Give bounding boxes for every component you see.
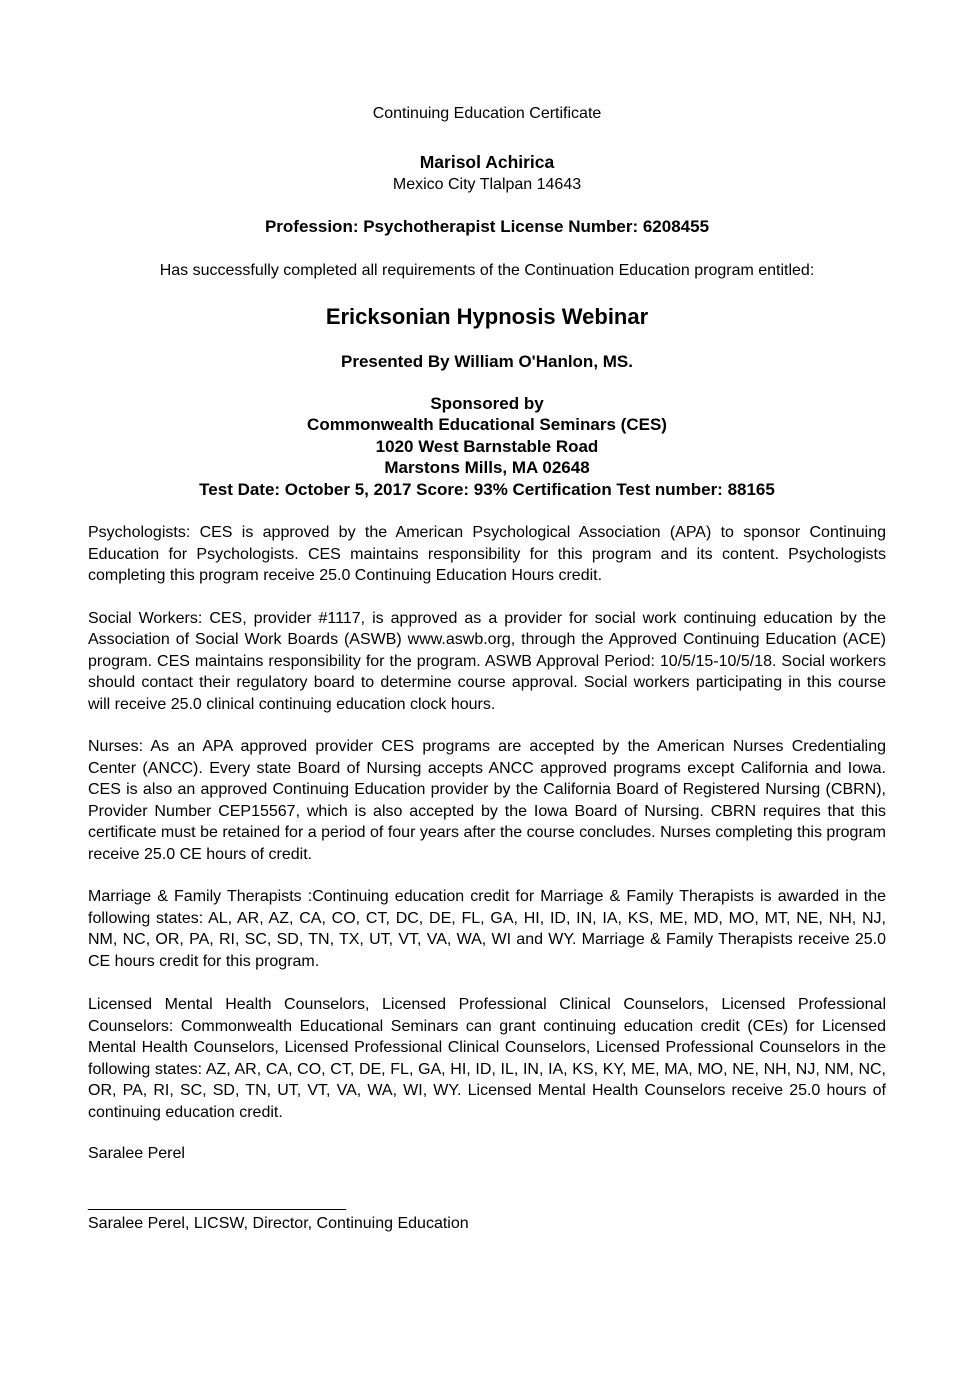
sponsor-address-line1: 1020 West Barnstable Road xyxy=(375,436,599,456)
paragraph-marriage-family-therapists: Marriage & Family Therapists :Continuing education credit for Marriage & Family Therapists is awarded in the following states: AL, AR, AZ, CA, CO, CT, DC, DE, FL, GA, HI, ID, IN, IA, KS, ME, MD, MO, MT, NE, NH, NJ, NM, NC, OR, PA, RI, SC, SD, TN, TX, UT, VT, VA, WA, WI and WY. Marriage & Family Therapists receive 25.0 CE hours credit for this program. xyxy=(88,888,886,970)
signature-line: _____________________________ xyxy=(88,1193,347,1211)
sponsor-address-line2: Marstons Mills, MA 02648 xyxy=(384,458,590,477)
paragraph-psychologists: Psychologists: CES is approved by the American Psychological Association (APA) to sponsor Continuing Education for Psychologists. CES maintains responsibility for this program and its content. Psychologists completing this program receive 25.0 Continuing Education Hours credit. xyxy=(88,524,886,584)
recipient-location: Mexico City Tlalpan 14643 xyxy=(392,175,582,193)
paragraph-social-workers: Social Workers: CES, provider #1117, is approved as a provider for social work continuing education by the Association of Social Work Boards (ASWB) www.aswb.org, through the Approved Continuing Education (ACE) program. CES maintains responsibility for the program. ASWB Approval Period: 10/5/15-10/5/18. Social workers should contact their regulatory board to determine course approval. Social workers participating in this course will receive 25.0 clinical continuing education clock hours. xyxy=(88,609,886,713)
profession-line: Profession: Psychotherapist License Number: 6208455 xyxy=(264,217,710,236)
paragraph-nurses: Nurses: As an APA approved provider CES programs are accepted by the American Nurses Credentialing Center (ANCC). Every state Board of Nursing accepts ANCC approved programs except California and Iowa. CES is also an approved Continuing Education provider by the California Board of Registered Nursing (CBRN), Provider Number CEP15567, which is also accepted by the Iowa Board of Nursing. CBRN requires that this certificate must be retained for a period of four years after the course concludes. Nurses completing this program receive 25.0 CE hours of credit. xyxy=(88,738,886,863)
sponsor-organization: Commonwealth Educational Seminars (CES) xyxy=(307,415,667,434)
doc-title: Continuing Education Certificate xyxy=(372,105,602,122)
sponsor-block xyxy=(88,393,886,501)
paragraph-counselors: Licensed Mental Health Counselors, Licensed Professional Clinical Counselors, Licensed Professional Counselors: Commonwealth Educational Seminars can grant continuing education credit (CEs) for Licensed Mental Health Counselors, Licensed Professional Clinical Counselors, Licensed Professional Counselors in the following states: AZ, AR, CA, CO, CT, DE, FL, GA, HI, ID, IL, IN, IA, KS, KY, ME, MA, MO, NE, NH, NJ, NM, NC, OR, PA, RI, SC, SD, TN, UT, VT, VA, WA, WI, WY. Licensed Mental Health Counselors receive 25.0 hours of continuing education credit. xyxy=(88,996,886,1121)
completion-statement: Has successfully completed all requirements of the Continuation Education program entitled: xyxy=(159,261,815,279)
presenter-line: Presented By William O'Hanlon, MS. xyxy=(340,352,633,371)
signature-caption: Saralee Perel, LICSW, Director, Continuing Education xyxy=(88,1215,469,1232)
sponsor-label: Sponsored by xyxy=(430,393,544,413)
recipient-name: Marisol Achirica xyxy=(419,151,555,172)
sponsor-test-line: Test Date: October 5, 2017 Score: 93% Certification Test number: 88165 xyxy=(199,479,775,499)
program-title: Ericksonian Hypnosis Webinar xyxy=(325,304,649,329)
signature-signed-name: Saralee Perel xyxy=(88,1145,185,1162)
